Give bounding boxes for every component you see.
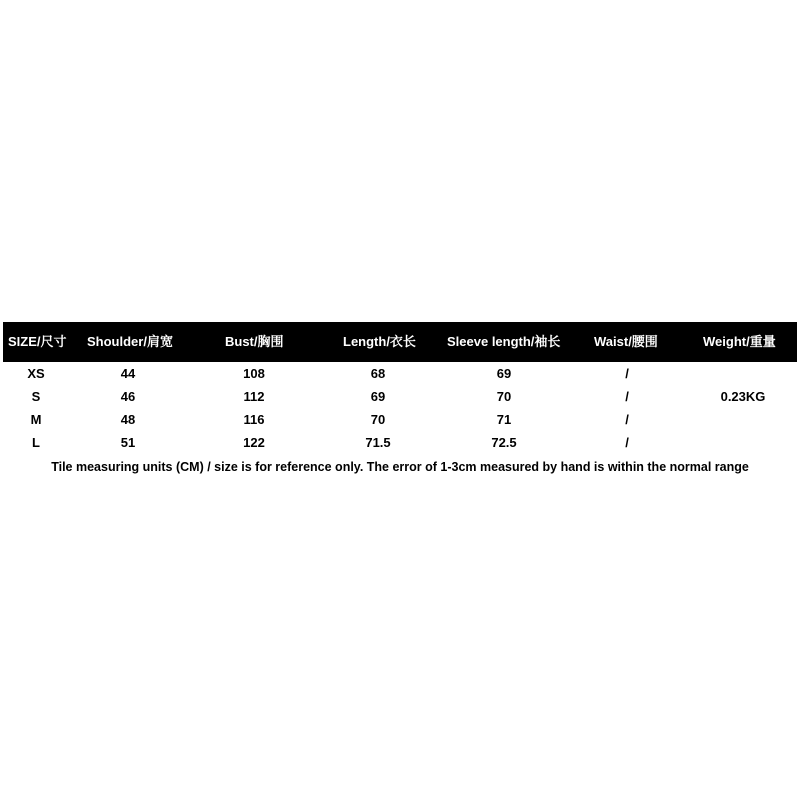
size-chart-table [3,322,797,454]
cell-sleeve-length: 71 [496,412,512,427]
table-row [3,362,797,385]
cell-size: M [30,412,42,427]
cell-shoulder: 46 [120,389,136,404]
cell-size: S [31,389,41,404]
cell-bust: 112 [243,389,265,404]
cell-waist: / [625,412,629,427]
cell-sleeve-length: 70 [496,389,512,404]
cell-weight: 0.23KG [720,389,766,404]
header-length: Length/衣长 [343,334,416,349]
header-sleeve-length: Sleeve length/袖长 [447,334,561,349]
cell-bust: 122 [243,435,265,450]
header-weight: Weight/重量 [703,334,776,349]
header-shoulder: Shoulder/肩宽 [87,334,173,349]
table-row [3,408,797,431]
cell-sleeve-length: 69 [496,366,512,381]
cell-waist: / [625,435,629,450]
header-waist: Waist/腰围 [594,334,658,349]
cell-shoulder: 48 [120,412,136,427]
cell-waist: / [625,366,629,381]
header-size: SIZE/尺寸 [8,334,67,349]
cell-size: XS [27,366,45,381]
table-row [3,385,797,408]
table-row [3,431,797,454]
cell-shoulder: 44 [120,366,136,381]
cell-size: L [32,435,40,450]
cell-length: 68 [370,366,386,381]
cell-bust: 116 [243,412,265,427]
cell-sleeve-length: 72.5 [491,435,517,450]
table-header-row [3,322,797,362]
cell-length: 70 [370,412,386,427]
cell-bust: 108 [243,366,265,381]
cell-length: 71.5 [365,435,391,450]
cell-length: 69 [370,389,386,404]
measurement-footnote: Tile measuring units (CM) / size is for reference only. The error of 1-3cm measured by hand is within the normal range [51,460,749,474]
header-bust: Bust/胸围 [225,334,284,349]
cell-waist: / [625,389,629,404]
cell-shoulder: 51 [120,435,136,450]
